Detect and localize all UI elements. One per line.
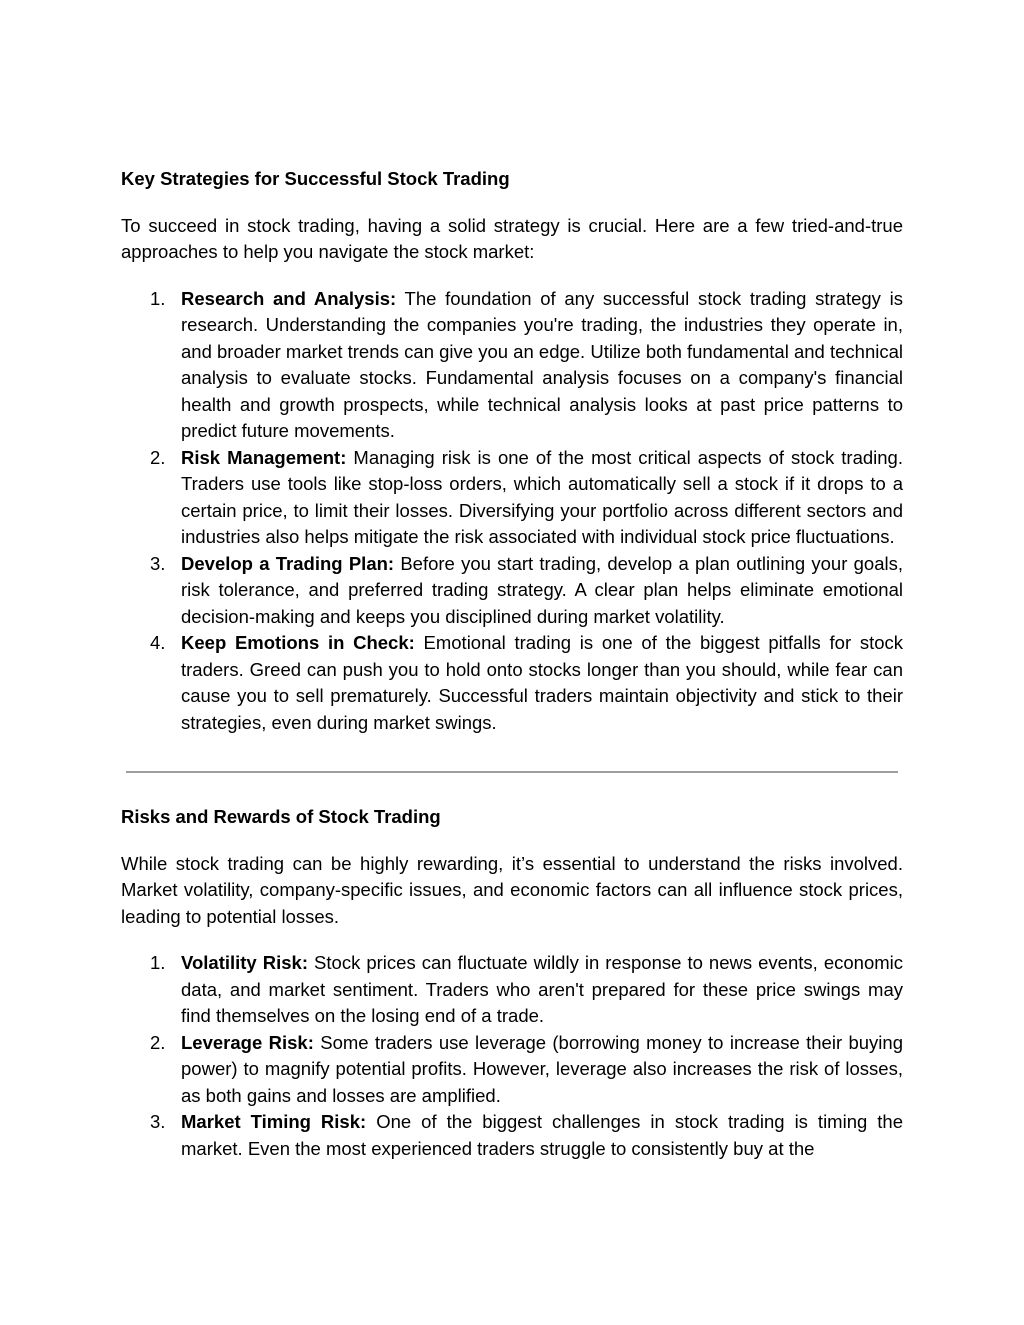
list-item — [121, 1030, 903, 1110]
list-item-number: 3. — [150, 552, 166, 574]
list-item-number: 1. — [150, 952, 166, 973]
list-item — [121, 551, 903, 631]
horizontal-divider — [126, 771, 898, 773]
list-item — [121, 950, 903, 1030]
list-item-text: Some traders use leverage (borrowing money to increase their buying power) to magnify potential profits. However, leverage also increases the risk of losses, as both gains and losses are amplified. — [181, 1031, 903, 1106]
list-item-term: Volatility Risk: — [181, 952, 309, 973]
document-page — [121, 166, 903, 1162]
list-item — [121, 630, 903, 736]
list-item-text: Managing risk is one of the most critical aspects of stock trading. Traders use tools like stop-loss orders, which automatically sell a stock if it drops to a certain price, to limit their losses. Diversifying your portfolio across different sectors and industries also helps mitigate the risk associated with individual stock price fluctuations. — [181, 446, 903, 547]
list-item-text: Stock prices can fluctuate wildly in response to news events, economic data, and market sentiment. Traders who aren't prepared for these price swings may find themselves on the losing end of a trade. — [181, 952, 904, 1026]
list-item-text: Emotional trading is one of the biggest pitfalls for stock traders. Greed can push you to hold onto stocks longer than you should, while fear can cause you to sell prematurely. Successful traders maintain objectivity and stick to their strategies, even during market swings. — [181, 632, 903, 733]
section-heading-risks-rewards: Risks and Rewards of Stock Trading — [121, 806, 441, 827]
list-item — [121, 286, 903, 445]
risks-list — [121, 950, 903, 1162]
list-item-text: Before you start trading, develop a plan outlining your goals, risk tolerance, and preferred trading strategy. A clear plan helps eliminate emotional decision-making and keeps you disciplined during market volatility. — [181, 552, 904, 627]
list-item-term: Leverage Risk: — [181, 1031, 314, 1053]
list-item — [121, 1109, 903, 1162]
list-item-term: Market Timing Risk: — [181, 1111, 367, 1132]
strategies-list — [121, 286, 903, 737]
section-heading-key-strategies: Key Strategies for Successful Stock Trading — [121, 168, 510, 189]
list-item — [121, 445, 903, 551]
list-item-text: One of the biggest challenges in stock trading is timing the market. Even the most experienced traders struggle to consistently buy at the — [181, 1111, 903, 1159]
list-item-number: 3. — [150, 1111, 166, 1132]
list-item-number: 1. — [150, 287, 166, 309]
list-item-number: 2. — [150, 1031, 166, 1053]
list-item-term: Keep Emotions in Check: — [181, 632, 415, 653]
list-item-text: The foundation of any successful stock trading strategy is research. Understanding the companies you're trading, the industries they operate in, and broader market trends can give you an edge. Utilize both fundamental and technical analysis to evaluate stocks. Fundamental analysis focuses on a company's financial health and growth prospects, while technical analysis looks at past price patterns to predict future movements. — [181, 287, 903, 441]
list-item-term: Research and Analysis: — [181, 287, 397, 309]
list-item-term: Risk Management: — [181, 446, 347, 468]
section-intro-key-strategies: To succeed in stock trading, having a solid strategy is crucial. Here are a few tried-and-true approaches to help you navigate the stock market: — [121, 214, 903, 262]
section-intro-risks-rewards: While stock trading can be highly rewarding, it’s essential to understand the risks involved. Market volatility, company-specific issues, and economic factors can all influence stock prices, leading to potential losses. — [121, 852, 903, 927]
list-item-term: Develop a Trading Plan: — [181, 552, 395, 574]
list-item-number: 2. — [150, 446, 166, 468]
list-item-number: 4. — [150, 632, 166, 653]
